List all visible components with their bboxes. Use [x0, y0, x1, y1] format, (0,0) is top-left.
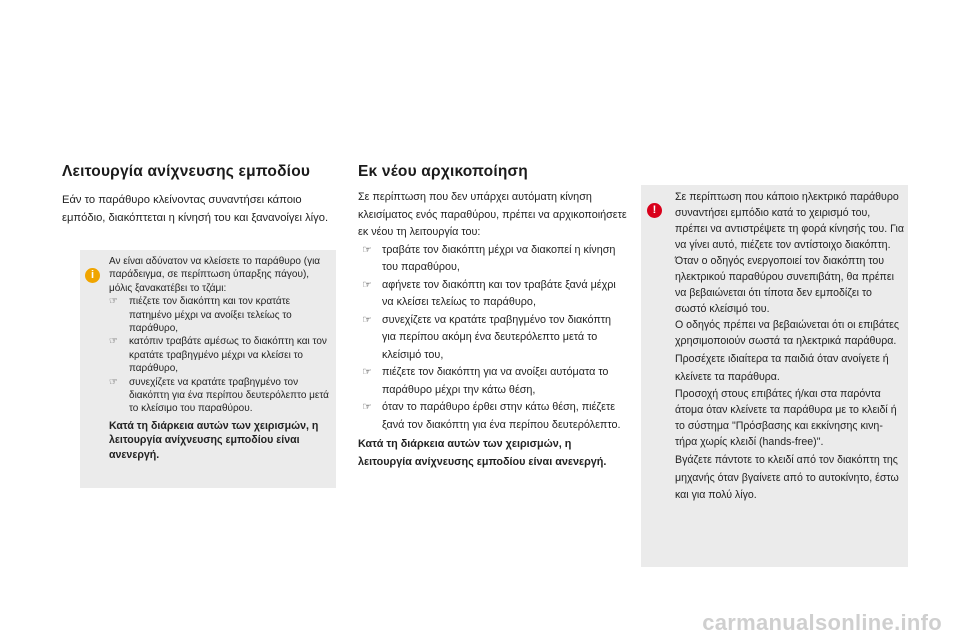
warning-p2: Όταν ο οδηγός ενεργοποιεί τον διακόπτη του ηλεκτρικού παραθύρου συνεπιβάτη, θα πρέπει να βεβαιώνεται ότι τίποτα δεν εμποδίζει το σωστό κλείσιμό του. [675, 255, 894, 315]
list-item: ☞ κατόπιν τραβάτε αμέσως το διακόπτη και τον κρατάτε τραβηγμένο μέχρι να κλείσει το παράθυρο, [109, 336, 327, 375]
info-box-text: Αν είναι αδύνατον να κλείσετε το παράθυρο (για παράδειγμα, σε περίπτωση ύπαρξης πάγου), μόλις ξανακατέβει το τζάμι: [109, 256, 321, 294]
list-item: ☞ τραβάτε τον διακόπτη μέχρι να διακοπεί η κίνηση του παραθύρου, [362, 243, 616, 273]
info-icon: i [85, 268, 100, 283]
bullet-icon: ☞ [362, 366, 372, 378]
section-title-reinitialisation: Εκ νέου αρχικοποίηση [358, 163, 528, 180]
info-box-bullets [109, 295, 333, 416]
warning-p3: Ο οδηγός πρέπει να βεβαιώνεται ότι οι επιβάτες χρησιμοποιούν σωστά τα ηλεκτρικά παράθυρα. [675, 319, 900, 347]
warning-p5: Προσοχή στους επιβάτες ή/και στα παρόντα άτομα όταν κλείνετε τα παράθυρα με το κλειδί ή το σύστημα "Πρόσβασης και εκκίνησης κινη-τήρα χωρίς κλειδί (hands-free)". [675, 388, 897, 448]
warning-p1: Σε περίπτωση που κάποιο ηλεκτρικό παράθυρο συναντήσει εμπόδιο κατά το χειρισμό του, πρέπει να αντιστρέψετε τη φορά κίνησής του. Για να γίνει αυτό, πιέζετε τον αντίστοιχο διακόπτη. [675, 191, 904, 251]
bullet-icon: ☞ [109, 336, 118, 348]
reinit-bullets [358, 242, 628, 435]
bullet-icon: ☞ [362, 278, 372, 291]
left-column [62, 163, 332, 227]
list-item: ☞ συνεχίζετε να κρατάτε τραβηγμένο τον διακόπτη για ένα περίπου δευτερόλεπτο μετά το κλείσιμο του παραθύρου. [109, 376, 329, 415]
list-item: ☞ όταν το παράθυρο έρθει στην κάτω θέση, πιέζετε ξανά τον διακόπτη για ένα περίπου δευτερόλεπτο. [362, 401, 621, 431]
bullet-icon: ☞ [362, 243, 372, 256]
info-box-content [109, 255, 333, 462]
warning-box [641, 185, 908, 567]
obstacle-detection-intro: Εάν το παράθυρο κλείνοντας συναντήσει κάποιο εμπόδιο, διακόπτεται η κίνησή του και ξανανοίγει λίγο. [62, 194, 329, 224]
section-title-obstacle-detection: Λειτουργία ανίχνευσης εμποδίου [62, 163, 311, 180]
warning-box-content [675, 189, 905, 505]
list-item: ☞ συνεχίζετε να κρατάτε τραβηγμένο τον διακόπτη για περίπου ακόμη ένα δευτερόλεπτο μετά το κλείσιμό του, [362, 313, 612, 361]
warning-p4: Προσέχετε ιδιαίτερα τα παιδιά όταν ανοίγετε ή κλείνετε τα παράθυρα. [675, 353, 889, 383]
list-item: ☞ αφήνετε τον διακόπτη και τον τραβάτε ξανά μέχρι να κλείσει τελείως το παράθυρο, [362, 278, 616, 308]
list-item: ☞ πιέζετε τον διακόπτη και τον κρατάτε πατημένο μέχρι να ανοίξει τελείως το παράθυρο, [109, 296, 292, 335]
middle-column [358, 163, 628, 471]
list-item: ☞ πιέζετε τον διακόπτη για να ανοίξει αυτόματα το παράθυρο μέχρι την κάτω θέση, [362, 366, 609, 396]
bullet-icon: ☞ [362, 401, 372, 413]
reinit-warning: Κατά τη διάρκεια αυτών των χειρισμών, η λειτουργία ανίχνευσης εμποδίου είναι ανενεργή. [358, 438, 607, 468]
bullet-icon: ☞ [109, 376, 118, 388]
exclamation-icon: ! [647, 203, 662, 218]
reinit-intro: Σε περίπτωση που δεν υπάρχει αυτόματη κίνηση κλεισίματος ενός παραθύρου, πρέπει να αρχικοποιήσετε εκ νέου τη λειτουργία του: [358, 191, 627, 238]
info-box-warning: Κατά τη διάρκεια αυτών των χειρισμών, η λειτουργία ανίχνευσης εμποδίου είναι ανενεργή. [109, 419, 319, 461]
warning-p6: Βγάζετε πάντοτε το κλειδί από τον διακόπτη της μηχανής όταν βγαίνετε από το αυτοκίνητο, έστω και για πολύ λίγο. [675, 454, 899, 501]
watermark: carmanualsonline.info [702, 610, 942, 635]
bullet-icon: ☞ [109, 296, 118, 308]
bullet-icon: ☞ [362, 313, 372, 326]
info-box [80, 250, 336, 488]
